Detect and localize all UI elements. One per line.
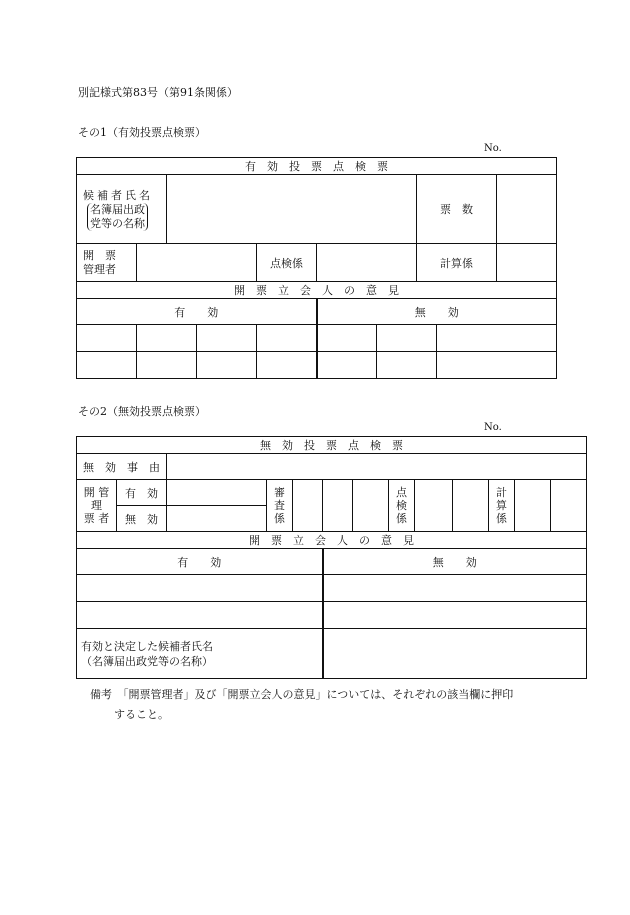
kaihyo-kanrisha-line3: 票 者 [83, 512, 110, 525]
seal-cell[interactable] [77, 325, 137, 352]
shinsa-char: 審 [274, 486, 285, 499]
party-name-bracket [87, 203, 148, 231]
kaihyo-kanrisha-line2: 管理者 [83, 262, 116, 276]
invalid-vote-inspection-table [76, 436, 587, 679]
section1-number-label: No. [484, 143, 502, 154]
kaihyo-kanrisha-seal-field[interactable] [137, 244, 257, 282]
tenken-seal-cell[interactable] [415, 480, 453, 532]
keisan-seal-cell[interactable] [515, 480, 551, 532]
seal-cell[interactable] [137, 352, 197, 379]
tenken-char: 検 [396, 499, 407, 512]
party-name-line2: 党等の名称 [90, 217, 145, 230]
shinsa-gakari-label [267, 480, 293, 532]
seal-cell[interactable] [257, 325, 317, 352]
seal-cell[interactable] [377, 325, 437, 352]
keisan-seal-cell[interactable] [551, 480, 587, 532]
shinsa-seal-cell[interactable] [323, 480, 353, 532]
valid-column-header: 有 効 [77, 299, 317, 325]
tenken-char: 係 [396, 512, 407, 525]
seal-cell[interactable] [437, 352, 557, 379]
invalid-vote-header: 無 効 投 票 点 検 票 [77, 437, 587, 454]
shinsa-char: 査 [274, 499, 285, 512]
kaihyo-kanrisha-line1: 開 管 [83, 486, 110, 499]
valid-vote-inspection-table [76, 157, 557, 379]
keisan-gakari-field[interactable] [497, 244, 557, 282]
invalid-seal-field[interactable] [167, 506, 267, 532]
shinsa-char: 係 [274, 512, 285, 525]
invalid-reason-label: 無 効 事 由 [77, 454, 167, 480]
tachiainin-header: 開 票 立 会 人 の 意 見 [77, 532, 587, 549]
invalid-row-label: 無 効 [117, 506, 167, 532]
keisan-gakari-label [489, 480, 515, 532]
keisan-char: 計 [496, 486, 507, 499]
party-name-line1: 名簿届出政 [90, 203, 145, 216]
valid-column-header: 有 効 [77, 549, 323, 575]
shinsa-seal-cell[interactable] [293, 480, 323, 532]
invalid-opinion-cell[interactable] [323, 602, 587, 629]
candidate-name-field[interactable] [167, 175, 417, 244]
candidate-name-label [77, 175, 167, 244]
invalid-column-header: 無 効 [317, 299, 557, 325]
shinsa-seal-cell[interactable] [353, 480, 389, 532]
section1-label: その1（有効投票点検票） [78, 126, 206, 139]
decided-candidate-label [77, 629, 323, 679]
decided-candidate-field[interactable] [323, 629, 587, 679]
valid-seal-field[interactable] [167, 480, 267, 506]
decided-candidate-line1: 有効と決定した候補者氏名 [81, 639, 213, 653]
valid-row-label: 有 効 [117, 480, 167, 506]
kaihyo-kanrisha-label [77, 480, 117, 532]
keisan-gakari-label: 計算係 [417, 244, 497, 282]
votes-label: 票 数 [417, 175, 497, 244]
kaihyo-kanrisha-line1: 開 票 [83, 248, 116, 262]
kaihyo-kanrisha-line2: 理 [91, 499, 102, 512]
seal-cell[interactable] [377, 352, 437, 379]
seal-cell[interactable] [317, 325, 377, 352]
tachiainin-header: 開 票 立 会 人 の 意 見 [77, 282, 557, 299]
votes-field[interactable] [497, 175, 557, 244]
invalid-reason-field[interactable] [167, 454, 587, 480]
seal-cell[interactable] [257, 352, 317, 379]
invalid-opinion-cell[interactable] [323, 575, 587, 602]
seal-cell[interactable] [437, 325, 557, 352]
seal-cell[interactable] [77, 352, 137, 379]
invalid-column-header: 無 効 [323, 549, 587, 575]
seal-cell[interactable] [197, 325, 257, 352]
candidate-name-line: 候補者氏名 [83, 189, 153, 202]
valid-opinion-cell[interactable] [77, 575, 323, 602]
remarks-line2: すること。 [114, 708, 169, 721]
section2-number-label: No. [484, 422, 502, 433]
seal-cell[interactable] [137, 325, 197, 352]
valid-vote-header: 有 効 投 票 点 検 票 [77, 158, 557, 175]
keisan-char: 係 [496, 512, 507, 525]
keisan-char: 算 [496, 499, 507, 512]
section2-label: その2（無効投票点検票） [78, 405, 206, 418]
remarks-line1: 備考 「開票管理者」及び「開票立会人の意見」については、それぞれの該当欄に押印 [90, 688, 514, 701]
seal-cell[interactable] [317, 352, 377, 379]
tenken-gakari-field[interactable] [317, 244, 417, 282]
tenken-gakari-label: 点検係 [257, 244, 317, 282]
valid-opinion-cell[interactable] [77, 602, 323, 629]
tenken-char: 点 [396, 486, 407, 499]
decided-candidate-line2: （名簿届出政党等の名称） [81, 654, 213, 668]
tenken-gakari-label [389, 480, 415, 532]
kaihyo-kanrisha-label [77, 244, 137, 282]
seal-cell[interactable] [197, 352, 257, 379]
page-title: 別記様式第83号（第91条関係） [78, 86, 238, 99]
tenken-seal-cell[interactable] [453, 480, 489, 532]
